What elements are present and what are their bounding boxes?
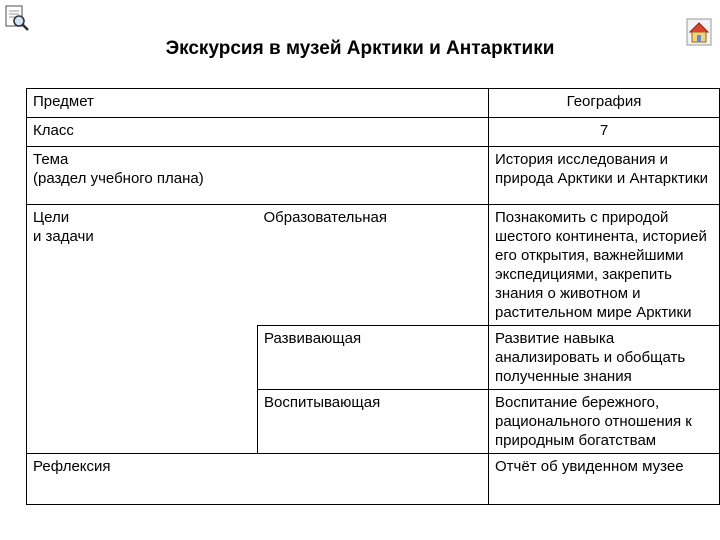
table-row [27,326,720,390]
topic-label-line2: (раздел учебного плана) [33,170,204,187]
developing-label: Развивающая [258,326,489,390]
table-row [27,390,720,454]
table-row [27,454,720,505]
goals-spacer [27,390,258,454]
upbringing-value: Воспитание бережного, рационального отношения к природным богатствам [489,390,720,454]
reflection-label: Рефлексия [27,454,489,505]
table-row [27,147,720,205]
goals-label-line1: Цели [33,209,70,226]
topic-label [27,147,489,205]
topic-value: История исследования и природа Арктики и Антарктики [489,147,720,205]
subject-value: География [489,89,720,118]
grade-label: Класс [27,118,489,147]
table-row [27,205,720,326]
magnifier-document-icon[interactable] [4,4,30,32]
page-title: Экскурсия в музей Арктики и Антарктики [165,38,555,59]
table-row [27,89,720,118]
topic-label-line1: Тема [33,151,69,168]
lesson-table [26,88,720,505]
table-row [27,118,720,147]
grade-value: 7 [489,118,720,147]
developing-value: Развитие навыка анализировать и обобщать полученные знания [489,326,720,390]
goals-label [27,205,258,326]
goals-spacer [27,326,258,390]
upbringing-label: Воспитывающая [258,390,489,454]
goals-label-line2: и задачи [33,228,94,245]
educational-label: Образовательная [258,205,489,326]
educational-value: Познакомить с природой шестого континента, историей его открытия, важнейшими экспедициями, закрепить знания о животном и растительном мире Арктики [489,205,720,326]
reflection-value: Отчёт об увиденном музее [489,454,720,505]
subject-label: Предмет [27,89,489,118]
